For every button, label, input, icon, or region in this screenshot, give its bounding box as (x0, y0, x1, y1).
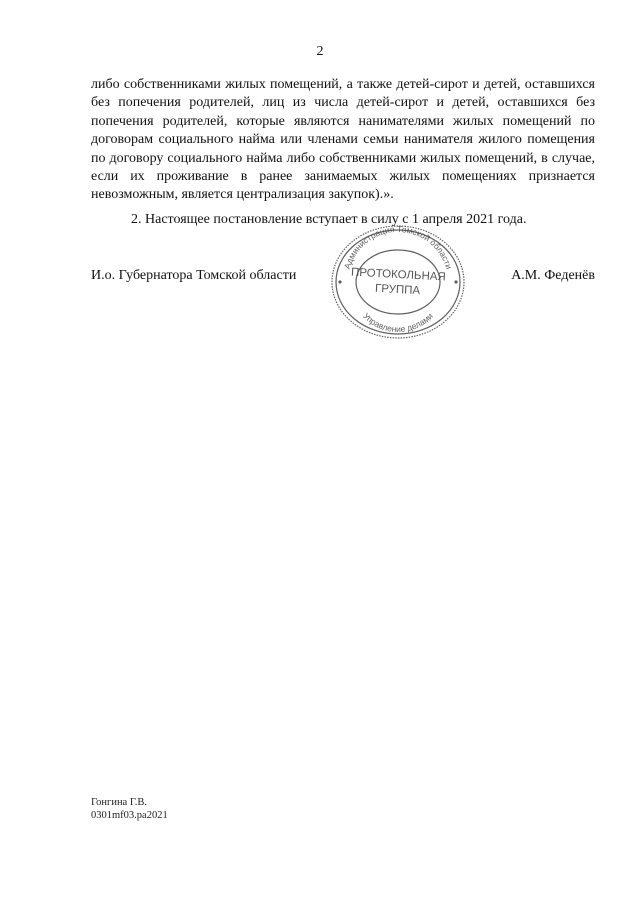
signatory-name: А.М. Феденёв (511, 268, 595, 283)
seal-outer-bottom-text: Управление делами (361, 310, 435, 335)
seal-center-line2: ГРУППА (374, 282, 421, 298)
svg-text:Администрация Томской области (342, 224, 454, 271)
seal-stamp-image (328, 222, 468, 342)
signatory-title: И.о. Губернатора Томской области (91, 268, 297, 283)
paragraph-2: 2. Настоящее постановление вступает в силу с 1 апреля 2021 года. (131, 211, 527, 227)
seal-center-line1: ПРОТОКОЛЬНАЯ (350, 266, 447, 284)
seal-outer-top-text: Администрация Томской области (341, 223, 455, 271)
executor-footer (91, 796, 168, 822)
paragraph-continued: либо собственниками жилых помещений, а также детей-сирот и детей, оставшихся без попечения родителей, лиц из числа детей-сирот и детей, оставшихся без попечения родителей, которые являются нанимателями жилых помещений по договорам социального найма или членами семьи нанимателя жилого помещения по договору социального найма либо собственниками жилых помещений, в случае, если их проживание в ранее занимаемых жилых помещениях признается невозможным, является централизация закупок).». (91, 77, 595, 203)
official-seal (328, 222, 468, 342)
page-number: 2 (316, 44, 324, 59)
document-code: 0301mf03.pa2021 (91, 810, 168, 821)
body-text (91, 76, 595, 229)
executor-name: Гонгина Г.В. (91, 797, 147, 808)
